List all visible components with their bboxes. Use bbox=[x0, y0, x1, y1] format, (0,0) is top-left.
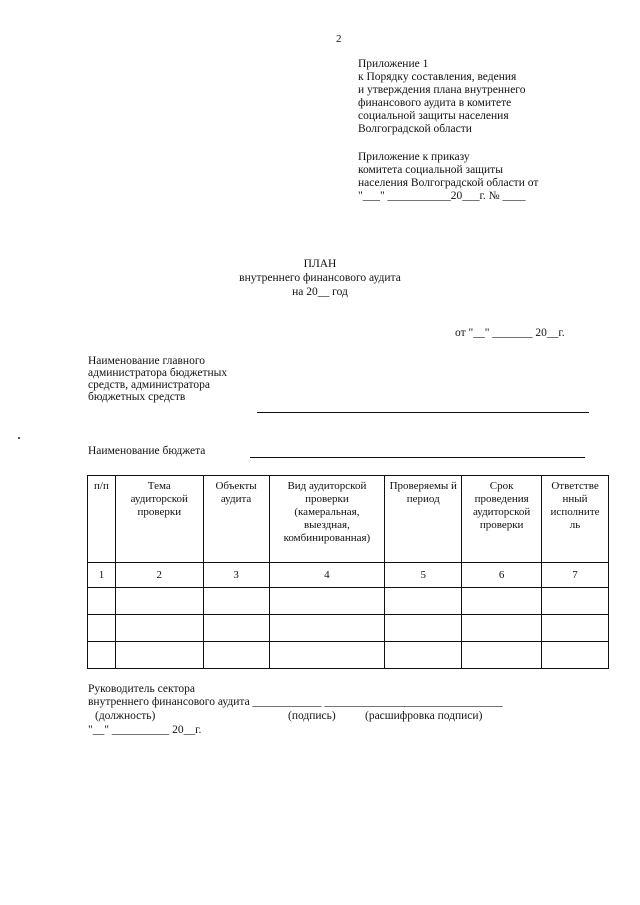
table-header: Проверяемы й период bbox=[385, 476, 462, 563]
signature-title: Руководитель сектора bbox=[88, 683, 195, 695]
position-caption: (должность) bbox=[95, 710, 156, 722]
plan-date: от "__" _______ 20__г. bbox=[455, 327, 565, 339]
table-cell[interactable] bbox=[542, 588, 609, 615]
table-row bbox=[88, 588, 609, 615]
table-cell[interactable] bbox=[269, 588, 385, 615]
table-header: Срок проведения аудиторской проверки bbox=[462, 476, 542, 563]
column-number-row bbox=[88, 563, 609, 588]
table-cell[interactable] bbox=[115, 588, 203, 615]
column-number: 5 bbox=[385, 563, 462, 588]
plan-subtitle: внутреннего финансового аудита bbox=[239, 272, 401, 284]
order-line: комитета социальной защиты bbox=[358, 164, 503, 176]
admin-label-line: бюджетных средств bbox=[88, 391, 186, 403]
appendix-line: социальной защиты населения bbox=[358, 110, 509, 122]
admin-label-line: Наименование главного bbox=[88, 355, 206, 367]
table-header: Тема аудиторской проверки bbox=[115, 476, 203, 563]
appendix-block bbox=[358, 58, 608, 203]
table-cell[interactable] bbox=[385, 588, 462, 615]
table-cell[interactable] bbox=[115, 615, 203, 642]
column-number: 2 bbox=[115, 563, 203, 588]
order-line: населения Волгоградской области от bbox=[358, 177, 539, 189]
table-cell[interactable] bbox=[462, 588, 542, 615]
decoding-caption: (расшифровка подписи) bbox=[365, 710, 483, 722]
table-cell[interactable] bbox=[115, 642, 203, 669]
table-cell[interactable] bbox=[385, 615, 462, 642]
appendix-line: к Порядку составления, ведения bbox=[358, 71, 517, 83]
scan-speck bbox=[18, 437, 20, 439]
table-cell[interactable] bbox=[385, 642, 462, 669]
table-cell[interactable] bbox=[203, 588, 269, 615]
column-number: 4 bbox=[269, 563, 385, 588]
plan-table bbox=[87, 475, 609, 669]
table-header: п/п bbox=[88, 476, 116, 563]
order-line: Приложение к приказу bbox=[358, 151, 470, 163]
table-cell[interactable] bbox=[203, 642, 269, 669]
table-cell[interactable] bbox=[88, 642, 116, 669]
table-cell[interactable] bbox=[88, 588, 116, 615]
table-header: Объекты аудита bbox=[203, 476, 269, 563]
table-row bbox=[88, 642, 609, 669]
appendix-line: Приложение 1 bbox=[358, 58, 429, 70]
admin-name-field[interactable] bbox=[257, 412, 589, 413]
table-cell[interactable] bbox=[203, 615, 269, 642]
signature-line: внутреннего финансового аудита ____________ _______________________________ bbox=[88, 696, 503, 708]
column-number: 7 bbox=[542, 563, 609, 588]
plan-year: на 20__ год bbox=[292, 286, 348, 298]
table-row bbox=[88, 615, 609, 642]
admin-label bbox=[88, 355, 227, 403]
table-header: Вид аудиторской проверки (камеральная, выездная, комбинированная) bbox=[269, 476, 385, 563]
table-cell[interactable] bbox=[269, 642, 385, 669]
appendix-line: и утверждения плана внутреннего bbox=[358, 84, 526, 96]
table-cell[interactable] bbox=[542, 615, 609, 642]
plan-title: ПЛАН bbox=[303, 258, 337, 270]
table-header: Ответстве нный исполните ль bbox=[542, 476, 609, 563]
admin-label-line: администратора бюджетных bbox=[88, 367, 228, 379]
appendix-line: финансового аудита в комитете bbox=[358, 97, 512, 109]
order-line: "___" ___________20___г. № ____ bbox=[358, 190, 526, 202]
page-number: 2 bbox=[336, 33, 342, 45]
table-header-row bbox=[88, 476, 609, 563]
table-cell[interactable] bbox=[88, 615, 116, 642]
table-cell[interactable] bbox=[269, 615, 385, 642]
budget-name-field[interactable] bbox=[250, 457, 585, 458]
table-cell[interactable] bbox=[462, 615, 542, 642]
table-cell[interactable] bbox=[462, 642, 542, 669]
admin-label-line: средств, администратора bbox=[88, 379, 210, 391]
budget-label: Наименование бюджета bbox=[88, 445, 206, 457]
column-number: 1 bbox=[88, 563, 116, 588]
table-cell[interactable] bbox=[542, 642, 609, 669]
column-number: 3 bbox=[203, 563, 269, 588]
signature-date: "__" __________ 20__г. bbox=[88, 724, 202, 736]
signature-caption: (подпись) bbox=[288, 710, 336, 722]
column-number: 6 bbox=[462, 563, 542, 588]
appendix-line: Волгоградской области bbox=[358, 123, 472, 135]
